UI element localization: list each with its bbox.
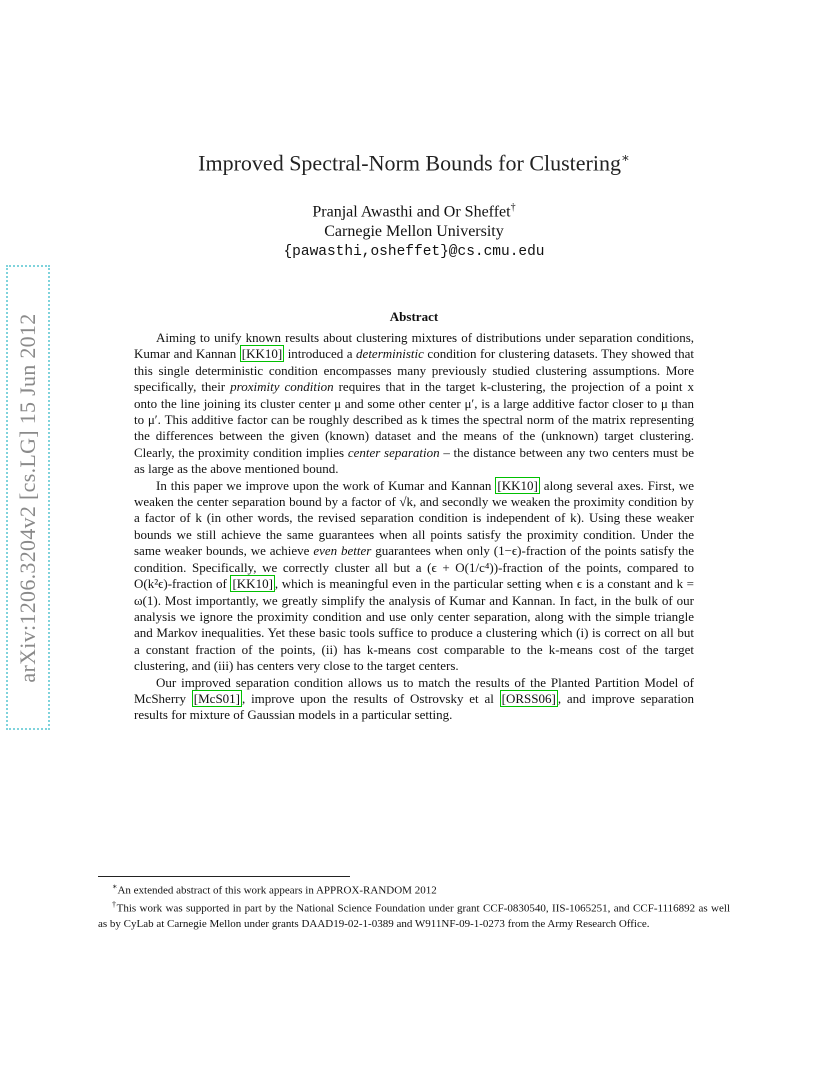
footnote-2 (98, 898, 730, 931)
author-names: Pranjal Awasthi and Or Sheffet (312, 203, 511, 221)
paper-title (0, 150, 828, 176)
author-names-line (0, 198, 828, 222)
footnote-2-mark: † (112, 900, 117, 910)
emphasis: center separation (347, 444, 440, 460)
citation-kk10[interactable]: [KK10] (241, 346, 283, 362)
text-run: , which is meaningful even in the particular setting when ϵ is a constant and k = ω(1). Most importantly, we greatly simplify the analysis of Kumar and Kannan. In fact, in the bulk of our analysis we ignore the proximity condition and use only center separation, along with the simple triangle and Markov inequalities. Yet these basic tools suffice to produce a clustering which (i) is correct on all but a constant fraction of the points, (ii) has k-means cost comparable to the k-means cost of the target clustering, and (iii) has centers very close to the target centers. (134, 576, 694, 674)
emphasis: deterministic (356, 346, 424, 362)
text-run: , and improve separation results for mixture of Gaussian models in a particular setting. (134, 690, 695, 723)
emphasis: proximity condition (230, 379, 334, 395)
text-run: Our improved separation condition allows us to match the results of the Planted Partition Model of McSherry (134, 674, 694, 706)
footnote-1-text: An extended abstract of this work appears in APPROX-RANDOM 2012 (117, 884, 437, 897)
author-block (0, 198, 828, 262)
text-run: , improve upon the results of Ostrovsky et al (242, 690, 500, 706)
footnote-1 (98, 880, 730, 898)
text-run: – the distance between any two centers must be as large as the above mentioned bound. (134, 444, 695, 477)
text-run: requires that in the target k-clustering, the projection of a point x onto the line joining its cluster center μ and some other center μ′, is a large additive factor closer to μ than to μ′. This additive factor can be roughly described as k times the spectral norm of the matrix representing the differences between the given (known) dataset and the means of the (unknown) target clustering. Clearly, the proximity condition implies (134, 379, 694, 460)
affiliation: Carnegie Mellon University (324, 223, 504, 241)
abstract-heading: Abstract (389, 309, 439, 324)
arxiv-stamp (6, 265, 50, 730)
abstract-paragraph-1 (134, 330, 694, 478)
abstract-body (134, 330, 694, 724)
email-address: {pawasthi,osheffet}@cs.cmu.edu (283, 244, 545, 261)
citation-kk10[interactable]: [KK10] (232, 576, 273, 592)
footnotes (98, 880, 730, 931)
emphasis: even better (313, 543, 372, 559)
footnote-2-text: This work was supported in part by the National Science Foundation under grant CCF-0830540, IIS-1065251, and CCF-1116892 as well as by CyLab at Carnegie Mellon under grants DAAD19-02-1-0389 and W911NF-09-1-0273 from the Army Research Office. (98, 902, 730, 930)
text-run: introduced a (284, 346, 357, 362)
footnote-1-mark: ∗ (112, 882, 118, 891)
citation-mcs01[interactable]: [McS01] (193, 690, 241, 706)
text-run: In this paper we improve upon the work of Kumar and Kannan (156, 477, 496, 493)
footnote-divider (98, 876, 350, 877)
text-run: Aiming to unify known results about clustering mixtures of distributions under separation conditions, Kumar and Kannan (134, 330, 694, 362)
abstract-paragraph-3 (134, 675, 694, 724)
arxiv-stamp-label: arXiv:1206.3204v2 [cs.LG] 15 Jun 2012 (15, 312, 40, 683)
text-run: along several axes. First, we weaken the center separation bound by a factor of √k, and secondly we weaken the proximity condition by a factor of k (in other words, the revised separation condition is independent of k). Using these weaker bounds we still achieve the same guarantees when all points satisfy the proximity condition. Under the same weaker bounds, we achieve (134, 477, 694, 559)
author-footnote-mark: † (510, 202, 516, 213)
abstract-paragraph-2 (134, 478, 694, 675)
text-run: condition for clustering datasets. They showed that this single deterministic condition encompasses many previously studied clustering assumptions. More specifically, their (134, 346, 694, 395)
citation-orss06[interactable]: [ORSS06] (501, 690, 556, 706)
citation-kk10[interactable]: [KK10] (497, 477, 538, 493)
title-footnote-mark: ∗ (620, 150, 630, 165)
paper-title-text: Improved Spectral-Norm Bounds for Clustering (198, 150, 621, 176)
text-run: guarantees when only (1−ϵ)-fraction of the points satisfy the condition. Specifically, we correctly cluster all but a (ϵ + O(1/c⁴))-fraction of the points, compared to O(k²ϵ)-fraction of (134, 543, 694, 592)
